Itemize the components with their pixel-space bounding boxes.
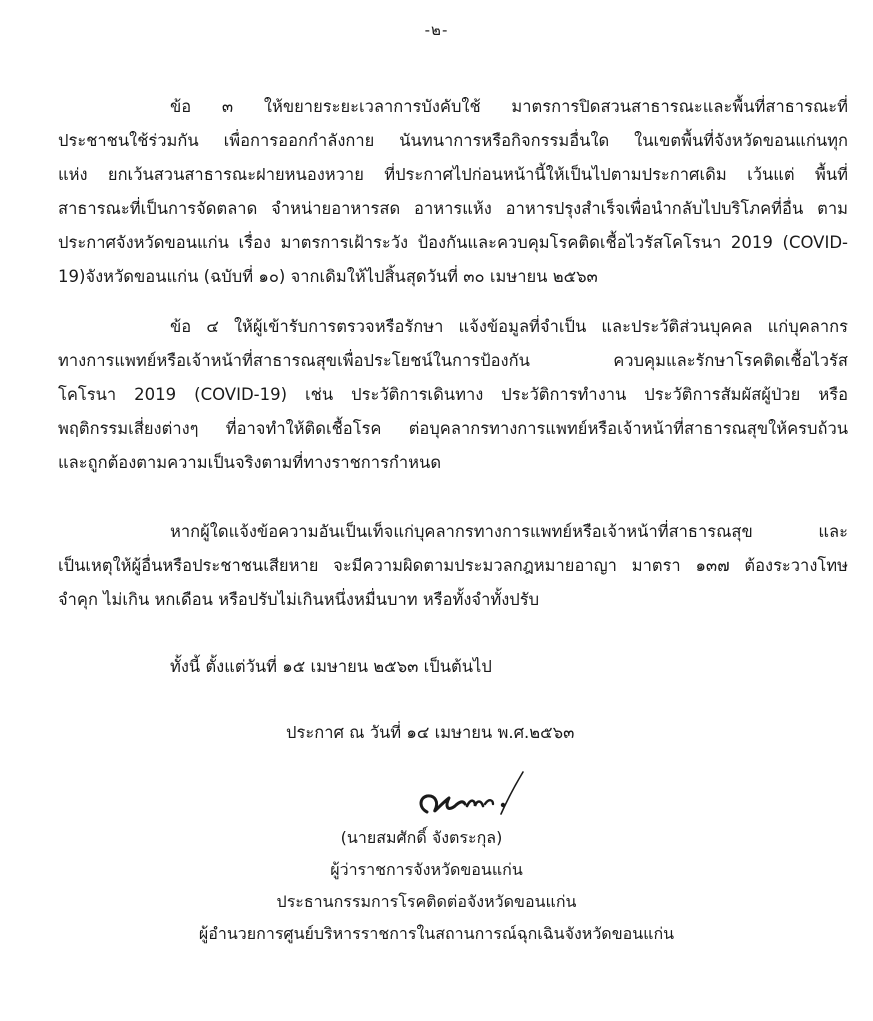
announcement-date-line: ประกาศ ณ วันที่ ๑๔ เมษายน พ.ศ.๒๕๖๓ (286, 723, 575, 742)
signature-block (0, 822, 873, 950)
page-number: -๒- (424, 21, 449, 39)
text-line: แห่ง ยกเว้นสวนสาธารณะฝายหนองหวาย ที่ประกาศไปก่อนหน้านี้ให้เป็นไปตามประกาศเดิม เว้นแต่ พื้นที่ (58, 165, 848, 184)
text-line: เป็นเหตุให้ผู้อื่นหรือประชาชนเสียหาย จะมีความผิดตามประมวลกฎหมายอาญา มาตรา ๑๓๗ ต้องระวางโทษ (58, 556, 848, 575)
text-line: หากผู้ใดแจ้งข้อความอันเป็นเท็จแก่บุคลากรทางการแพทย์หรือเจ้าหน้าที่สาธารณสุข และ (170, 522, 848, 541)
clause-4-paragraph (58, 310, 848, 480)
text-line: จำคุก ไม่เกิน หกเดือน หรือปรับไม่เกินหนึ่งหมื่นบาท หรือทั้งจำทั้งปรับ (58, 590, 540, 609)
text-line: ประชาชนใช้ร่วมกัน เพื่อการออกกำลังกาย นันทนาการหรือกิจกรรมอื่นใด ในเขตพื้นที่จังหวัดขอนแก่นทุก (58, 131, 848, 150)
text-line: สาธารณะที่เป็นการจัดตลาด จำหน่ายอาหารสด อาหารแห้ง อาหารปรุงสำเร็จเพื่อนำกลับไปบริโภคที่อื่น ตาม (58, 199, 848, 218)
text-line: ข้อ ๔ ให้ผู้เข้ารับการตรวจหรือรักษา แจ้งข้อมูลที่จำเป็น และประวัติส่วนบุคคล แก่บุคลากร (170, 317, 848, 336)
penalty-paragraph (58, 515, 848, 617)
text-line: พฤติกรรมเสี่ยงต่างๆ ที่อาจทำให้ติดเชื้อโรค ต่อบุคลากรทางการแพทย์หรือเจ้าหน้าที่สาธารณสุขให้ครบถ้วน (58, 419, 848, 438)
signatory-title: ผู้อำนวยการศูนย์บริหารราชการในสถานการณ์ฉุกเฉินจังหวัดขอนแก่น (198, 924, 675, 943)
text-line: ข้อ ๓ ให้ขยายระยะเวลาการบังคับใช้ มาตรการปิดสวนสาธารณะและพื้นที่สาธารณะที่ (170, 97, 848, 116)
text-line: ประกาศจังหวัดขอนแก่น เรื่อง มาตรการเฝ้าระวัง ป้องกันและควบคุมโรคติดเชื้อไวรัสโคโรนา 2019 (COVID- (58, 233, 848, 252)
clause-3-paragraph (58, 90, 848, 294)
effective-date-line: ทั้งนี้ ตั้งแต่วันที่ ๑๕ เมษายน ๒๕๖๓ เป็นต้นไป (170, 657, 492, 676)
text-line: โคโรนา 2019 (COVID-19) เช่น ประวัติการเดินทาง ประวัติการทำงาน ประวัติการสัมผัสผู้ป่วย หรือ (58, 385, 848, 404)
text-line: และถูกต้องตามความเป็นจริงตามที่ทางราชการกำหนด (58, 453, 442, 472)
text-line: ทางการแพทย์หรือเจ้าหน้าที่สาธารณสุขเพื่อประโยชน์ในการป้องกัน ควบคุมและรักษาโรคติดเชื้อไวรัส (58, 351, 848, 370)
signatory-title: ประธานกรรมการโรคติดต่อจังหวัดขอนแก่น (276, 892, 577, 911)
signatory-title: ผู้ว่าราชการจังหวัดขอนแก่น (330, 860, 523, 879)
signatory-name: (นายสมศักดิ์ จังตระกุล) (340, 828, 503, 847)
handwritten-signature (405, 768, 545, 826)
text-line: 19)จังหวัดขอนแก่น (ฉบับที่ ๑๐) จากเดิมให้ไปสิ้นสุดวันที่ ๓๐ เมษายน ๒๕๖๓ (58, 267, 598, 286)
